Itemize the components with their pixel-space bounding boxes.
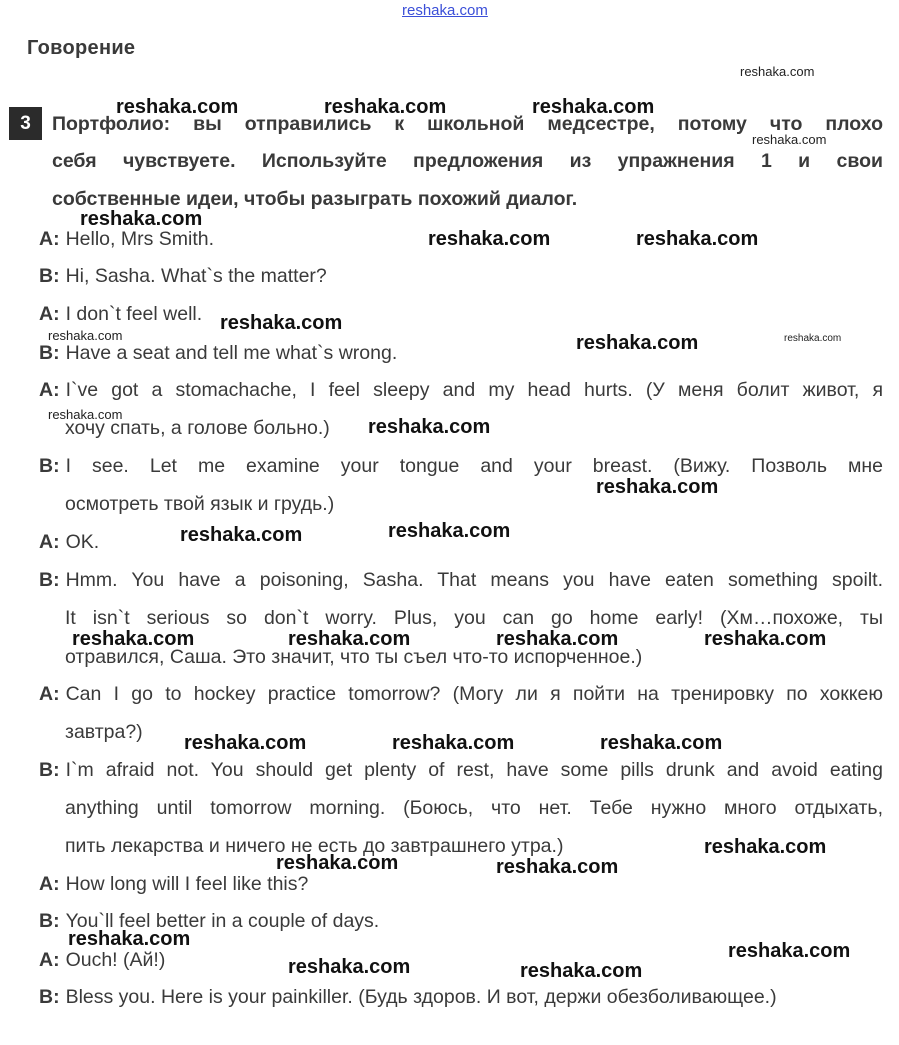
dialogue-text: Bless you. Here is your painkiller. (Будь здоров. И вот, держи обезболивающее.) xyxy=(65,986,777,1008)
dialogue-continuation: хочу спать, а голове больно.) xyxy=(65,417,330,439)
watermark: reshaka.com xyxy=(636,228,759,250)
watermark: reshaka.com xyxy=(116,96,239,118)
dialogue-line xyxy=(39,342,397,365)
dialogue-line xyxy=(39,986,777,1009)
dialogue-line xyxy=(39,303,202,326)
speaker-label: B: xyxy=(39,569,60,591)
speaker-label: A: xyxy=(39,683,60,705)
dialogue-continuation: отравился, Саша. Это значит, что ты съел что-то испорченное.) xyxy=(65,646,643,668)
dialogue-line xyxy=(39,265,327,288)
watermark: reshaka.com xyxy=(752,132,827,147)
section-title: Говорение xyxy=(27,37,136,59)
watermark: reshaka.com xyxy=(288,956,411,978)
watermark: reshaka.com xyxy=(740,64,815,79)
dialogue-line xyxy=(39,949,165,972)
dialogue-text: Hmm. You have a poisoning, Sasha. That means you have eaten something spoilt. xyxy=(65,569,883,591)
dialogue-text: Hello, Mrs Smith. xyxy=(65,228,215,250)
instruction-line: себя чувствуете. Используйте предложения из упражнения 1 и свои xyxy=(52,150,883,172)
dialogue-line xyxy=(39,531,99,554)
exercise-number-badge: 3 xyxy=(9,107,42,140)
watermark: reshaka.com xyxy=(48,407,123,422)
watermark: reshaka.com xyxy=(532,96,655,118)
watermark: reshaka.com xyxy=(704,836,827,858)
speaker-label: A: xyxy=(39,531,60,553)
watermark: reshaka.com xyxy=(496,856,619,878)
dialogue-line xyxy=(39,873,308,896)
watermark: reshaka.com xyxy=(576,332,699,354)
instruction-line: собственные идеи, чтобы разыграть похожий диалог. xyxy=(52,188,578,210)
instruction-line: Портфолио: вы отправились к школьной медсестре, потому что плохо xyxy=(52,113,883,135)
watermark: reshaka.com xyxy=(68,928,191,950)
speaker-label: B: xyxy=(39,986,60,1008)
dialogue-text: Ouch! (Ай!) xyxy=(65,949,166,971)
dialogue-text: Can I go to hockey practice tomorrow? (Могу ли я пойти на тренировку по хоккею xyxy=(65,683,883,705)
watermark: reshaka.com xyxy=(388,520,511,542)
speaker-label: A: xyxy=(39,379,60,401)
watermark: reshaka.com xyxy=(48,328,123,343)
speaker-label: A: xyxy=(39,949,60,971)
dialogue-continuation: It isn`t serious so don`t worry. Plus, you can go home early! (Хм…похоже, ты xyxy=(65,607,883,629)
speaker-label: A: xyxy=(39,303,60,325)
watermark: reshaka.com xyxy=(520,960,643,982)
watermark: reshaka.com xyxy=(728,940,851,962)
watermark: reshaka.com xyxy=(784,333,842,344)
dialogue-text: I`m afraid not. You should get plenty of rest, have some pills drunk and avoid eating xyxy=(65,759,883,781)
dialogue-continuation: пить лекарства и ничего не есть до завтрашнего утра.) xyxy=(65,835,564,857)
watermark: reshaka.com xyxy=(704,628,827,650)
watermark: reshaka.com xyxy=(72,628,195,650)
dialogue-line xyxy=(39,455,883,478)
dialogue-line xyxy=(39,379,883,402)
watermark: reshaka.com xyxy=(392,732,515,754)
speaker-label: B: xyxy=(39,265,60,287)
speaker-label: A: xyxy=(39,228,60,250)
dialogue-line xyxy=(39,759,883,782)
dialogue-text: I don`t feel well. xyxy=(65,303,203,325)
speaker-label: B: xyxy=(39,910,60,932)
watermark: reshaka.com xyxy=(596,476,719,498)
watermark: reshaka.com xyxy=(496,628,619,650)
watermark: reshaka.com xyxy=(324,96,447,118)
site-link[interactable]: reshaka.com xyxy=(402,2,488,19)
watermark: reshaka.com xyxy=(288,628,411,650)
dialogue-line xyxy=(39,569,883,592)
speaker-label: B: xyxy=(39,455,60,477)
watermark: reshaka.com xyxy=(600,732,723,754)
dialogue-line xyxy=(39,228,214,251)
watermark: reshaka.com xyxy=(276,852,399,874)
dialogue-text: I see. Let me examine your tongue and your breast. (Вижу. Позволь мне xyxy=(65,455,883,477)
speaker-label: A: xyxy=(39,873,60,895)
dialogue-text: You`ll feel better in a couple of days. xyxy=(65,910,380,932)
watermark: reshaka.com xyxy=(184,732,307,754)
dialogue-text: OK. xyxy=(65,531,100,553)
dialogue-continuation: anything until tomorrow morning. (Боюсь, что нет. Тебе нужно много отдыхать, xyxy=(65,797,883,819)
speaker-label: B: xyxy=(39,342,60,364)
dialogue-text: Have a seat and tell me what`s wrong. xyxy=(65,342,398,364)
watermark: reshaka.com xyxy=(80,208,203,230)
speaker-label: B: xyxy=(39,759,60,781)
watermark: reshaka.com xyxy=(220,312,343,334)
watermark: reshaka.com xyxy=(428,228,551,250)
watermark: reshaka.com xyxy=(180,524,303,546)
dialogue-text: How long will I feel like this? xyxy=(65,873,309,895)
dialogue-text: I`ve got a stomachache, I feel sleepy and my head hurts. (У меня болит живот, я xyxy=(65,379,883,401)
dialogue-line xyxy=(39,683,883,706)
dialogue-text: Hi, Sasha. What`s the matter? xyxy=(65,265,327,287)
dialogue-continuation: осмотреть твой язык и грудь.) xyxy=(65,493,335,515)
dialogue-continuation: завтра?) xyxy=(65,721,143,743)
watermark: reshaka.com xyxy=(368,416,491,438)
